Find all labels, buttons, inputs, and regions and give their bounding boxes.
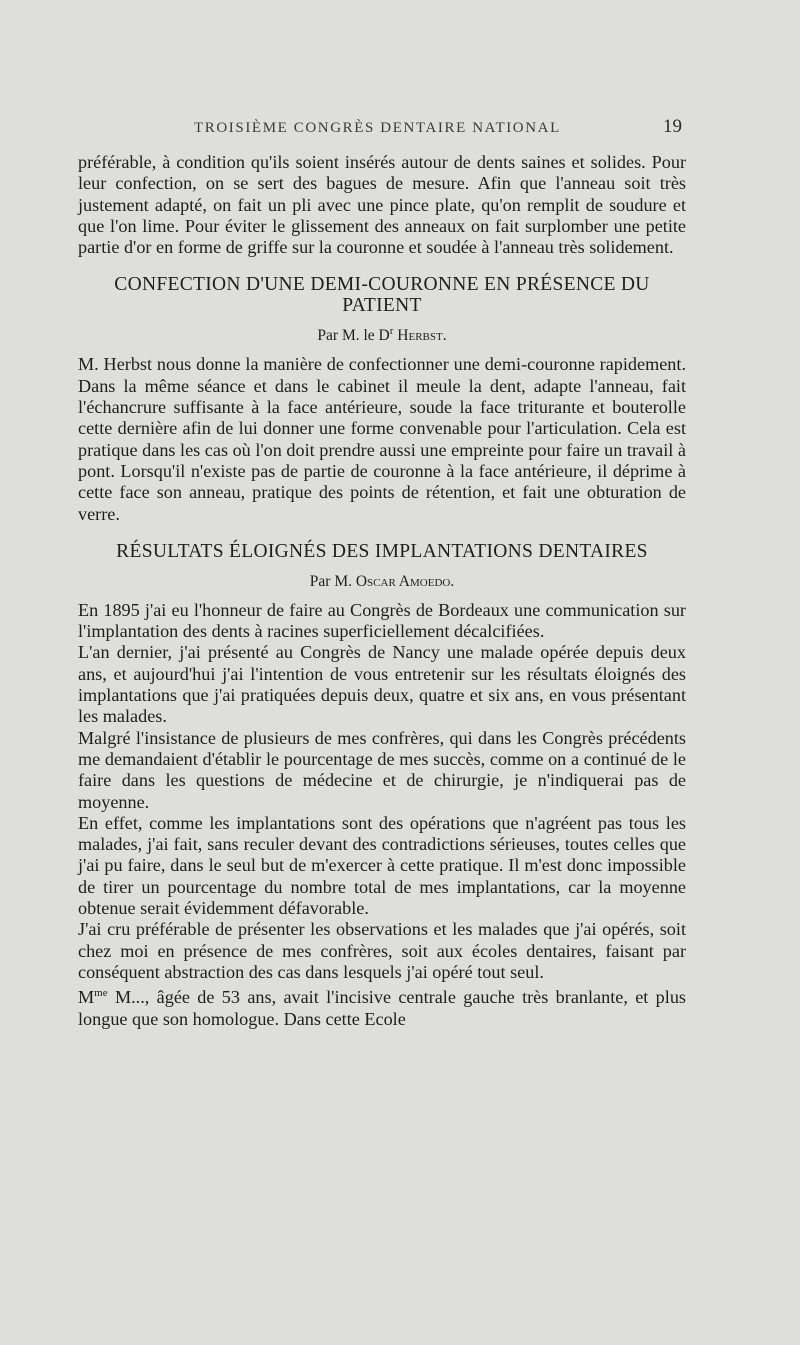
paragraph-herbst: M. Herbst nous donne la manière de confectionner une demi-couronne rapidement. Dans la même séance et dans le cabinet il meule la dent, adapte l'anneau, fait l'échancrure suffisante à la face antérieure, soude la face triturante et bouterolle cette dernière afin de lui donner une forme convenable pour l'articulation. Cela est pratique dans les cas où l'on doit prendre aussi une empreinte pour faire un travail à pont. Lorsqu'il n'existe pas de partie de couronne à la face antérieure, il déprime à cette face son anneau, pratique des points de rétention, et fait une obturation de verre. xyxy=(78,354,686,524)
title-superscript: me xyxy=(94,987,108,1000)
paragraph: En effet, comme les implantations sont des opérations que n'agréent pas tous les malades, j'ai fait, sans reculer devant des contradictions sérieuses, toutes celles que j'ai pu faire, dans le seul but de m'exercer à cette pratique. Il m'est donc impossible de tirer un pourcentage du nombre total de mes implantations, car la moyenne obtenue serait évidemment défavorable. xyxy=(78,812,686,919)
paragraph: Malgré l'insistance de plusieurs de mes confrères, qui dans les Congrès précédents me demandaient d'établir le pourcentage de mes succès, comme on a continué de le faire dans les questions de médecine et de chirurgie, je n'indiquerai pas de moyenne. xyxy=(78,727,686,812)
page-header xyxy=(78,116,686,144)
byline-amoedo xyxy=(78,572,686,592)
byline-prefix: Par M. le D xyxy=(317,327,390,345)
byline-herbst xyxy=(78,326,686,346)
author-name: Oscar Amoedo. xyxy=(355,572,455,590)
byline-prefix: Par M. xyxy=(309,572,352,590)
last-paragraph xyxy=(78,987,686,1030)
section-heading-resultats: RÉSULTATS ÉLOIGNÉS DES IMPLANTATIONS DENTAIRES xyxy=(116,540,648,562)
paragraph: L'an dernier, j'ai présenté au Congrès de Nancy une malade opérée depuis deux ans, et aujourd'hui j'ai l'intention de vous entretenir sur les résultats éloignés des implantations que j'ai pratiquées depuis deux, quatre et six ans, en vous présentant les malades. xyxy=(78,642,686,727)
section-heading-confection: CONFECTION D'UNE DEMI-COURONNE EN PRÉSENCE DU PATIENT xyxy=(114,274,650,317)
page-number: 19 xyxy=(663,116,682,137)
last-paragraph-text: M..., âgée de 53 ans, avait l'incisive centrale gauche très branlante, et plus longue que son homologue. Dans cette Ecole xyxy=(78,987,686,1029)
paragraph: J'ai cru préférable de présenter les observations et les malades que j'ai opérés, soit chez moi en présence de mes confrères, soit aux écoles dentaires, faisant par conséquent abstraction des cas dans lesquels j'ai opéré tout seul. xyxy=(78,919,686,982)
paragraph: En 1895 j'ai eu l'honneur de faire au Congrès de Bordeaux une communication sur l'implantation des dents à racines superficiellement décalcifiées. xyxy=(78,599,686,642)
running-title: TROISIÈME CONGRÈS DENTAIRE NATIONAL xyxy=(194,120,561,136)
title-prefix: M xyxy=(78,987,95,1008)
intro-paragraph: préférable, à condition qu'ils soient insérés autour de dents saines et solides. Pour leur confection, on se sert des bagues de mesure. Afin que l'anneau soit très justement adapté, on fait un pli avec une pince plate, qu'on remplit de soudure et que l'on lime. Pour éviter le glissement des anneaux on fait surplomber une petite partie d'or en forme de griffe sur la couronne et soudée à l'anneau très solidement. xyxy=(78,152,686,258)
byline-superscript: r xyxy=(389,325,394,338)
body-text xyxy=(78,152,686,1030)
author-name: Herbst. xyxy=(397,327,447,345)
